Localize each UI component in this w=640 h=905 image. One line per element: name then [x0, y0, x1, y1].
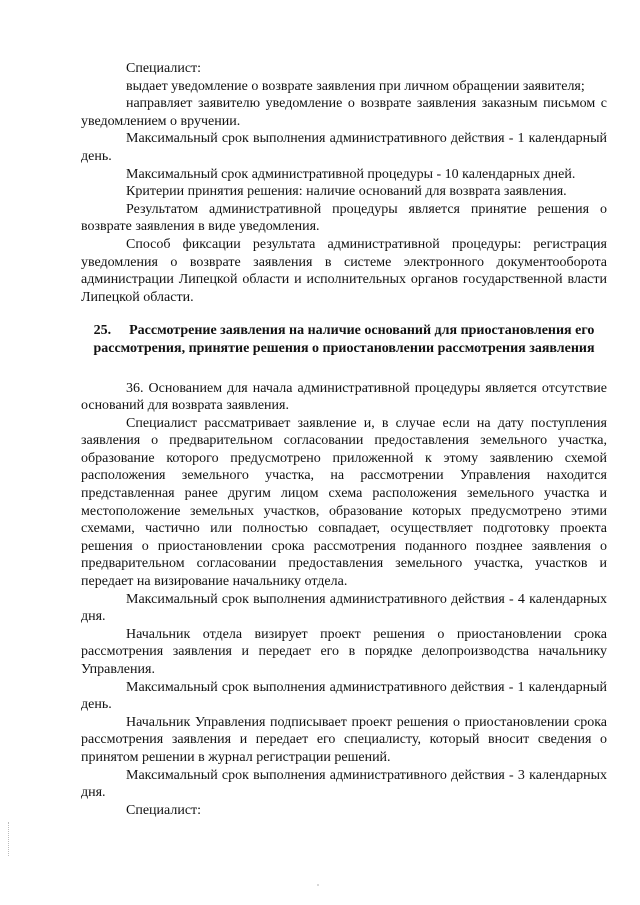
section-title: Рассмотрение заявления на наличие оснований для приостановления его рассмотрения, принятие решения о приостановлении рассмотрения заявления [93, 323, 595, 356]
paragraph: Специалист: [126, 802, 202, 818]
paragraph: выдает уведомление о возврате заявления при личном обращении заявителя; [126, 78, 585, 94]
paragraph: 36. Основанием для начала административной процедуры является отсутствие оснований для возврата заявления. [81, 380, 607, 414]
margin-scan-mark [8, 822, 10, 856]
paragraph: Максимальный срок выполнения административного действия - 4 календарных дня. [81, 591, 607, 625]
paragraph: направляет заявителю уведомление о возврате заявления заказным письмом с уведомлением о вручении. [81, 96, 607, 129]
paragraph: Начальник отдела визирует проект решения о приостановлении срока рассмотрения заявления и передает его в порядке делопроизводства начальнику Управления. [81, 626, 607, 677]
document-body [81, 60, 607, 819]
paragraph: Результатом административной процедуры является принятие решения о возврате заявления в виде уведомления. [81, 201, 607, 235]
section-heading [81, 322, 607, 357]
paragraph: Максимальный срок выполнения административного действия - 1 календарный день. [81, 679, 607, 713]
paragraph-group-bottom [81, 380, 607, 820]
paragraph: Максимальный срок административной процедуры - 10 календарных дней. [126, 166, 576, 182]
paragraph: Специалист рассматривает заявление и, в случае если на дату поступления заявления о предварительном согласовании предоставления земельного участка, образование которого предусмотрено приложенной к этому заявлению схемой расположения земельного участка, на рассмотрении Управления находится представленная ранее другим лицом схема расположения земельного участка и местоположение земельных участков, образование которых предусмотрено этими схемами, частично или полностью совпадает, осуществляет подготовку проекта решения о приостановлении срока рассмотрения поданного позднее заявления о предварительном согласовании предоставления земельного участка, участков и передает на визирование начальнику отдела. [81, 415, 607, 590]
paragraph: Критерии принятия решения: наличие оснований для возврата заявления. [126, 184, 567, 200]
scan-dot [317, 884, 319, 886]
paragraph-group-top [81, 60, 607, 306]
paragraph: Максимальный срок выполнения административного действия - 1 календарный день. [81, 131, 607, 164]
paragraph: Начальник Управления подписывает проект решения о приостановлении срока рассмотрения заявления и передает его специалисту, который вносит сведения о принятом решении в журнал регистрации решений. [81, 714, 607, 765]
paragraph: Способ фиксации результата административной процедуры: регистрация уведомления о возврате заявления в системе электронного документооборота администрации Липецкой области и исполнительных органов государственной власти Липецкой области. [81, 236, 607, 305]
paragraph: Специалист: [126, 61, 202, 76]
paragraph: Максимальный срок выполнения административного действия - 3 календарных дня. [81, 767, 607, 801]
section-number: 25. [93, 323, 112, 339]
